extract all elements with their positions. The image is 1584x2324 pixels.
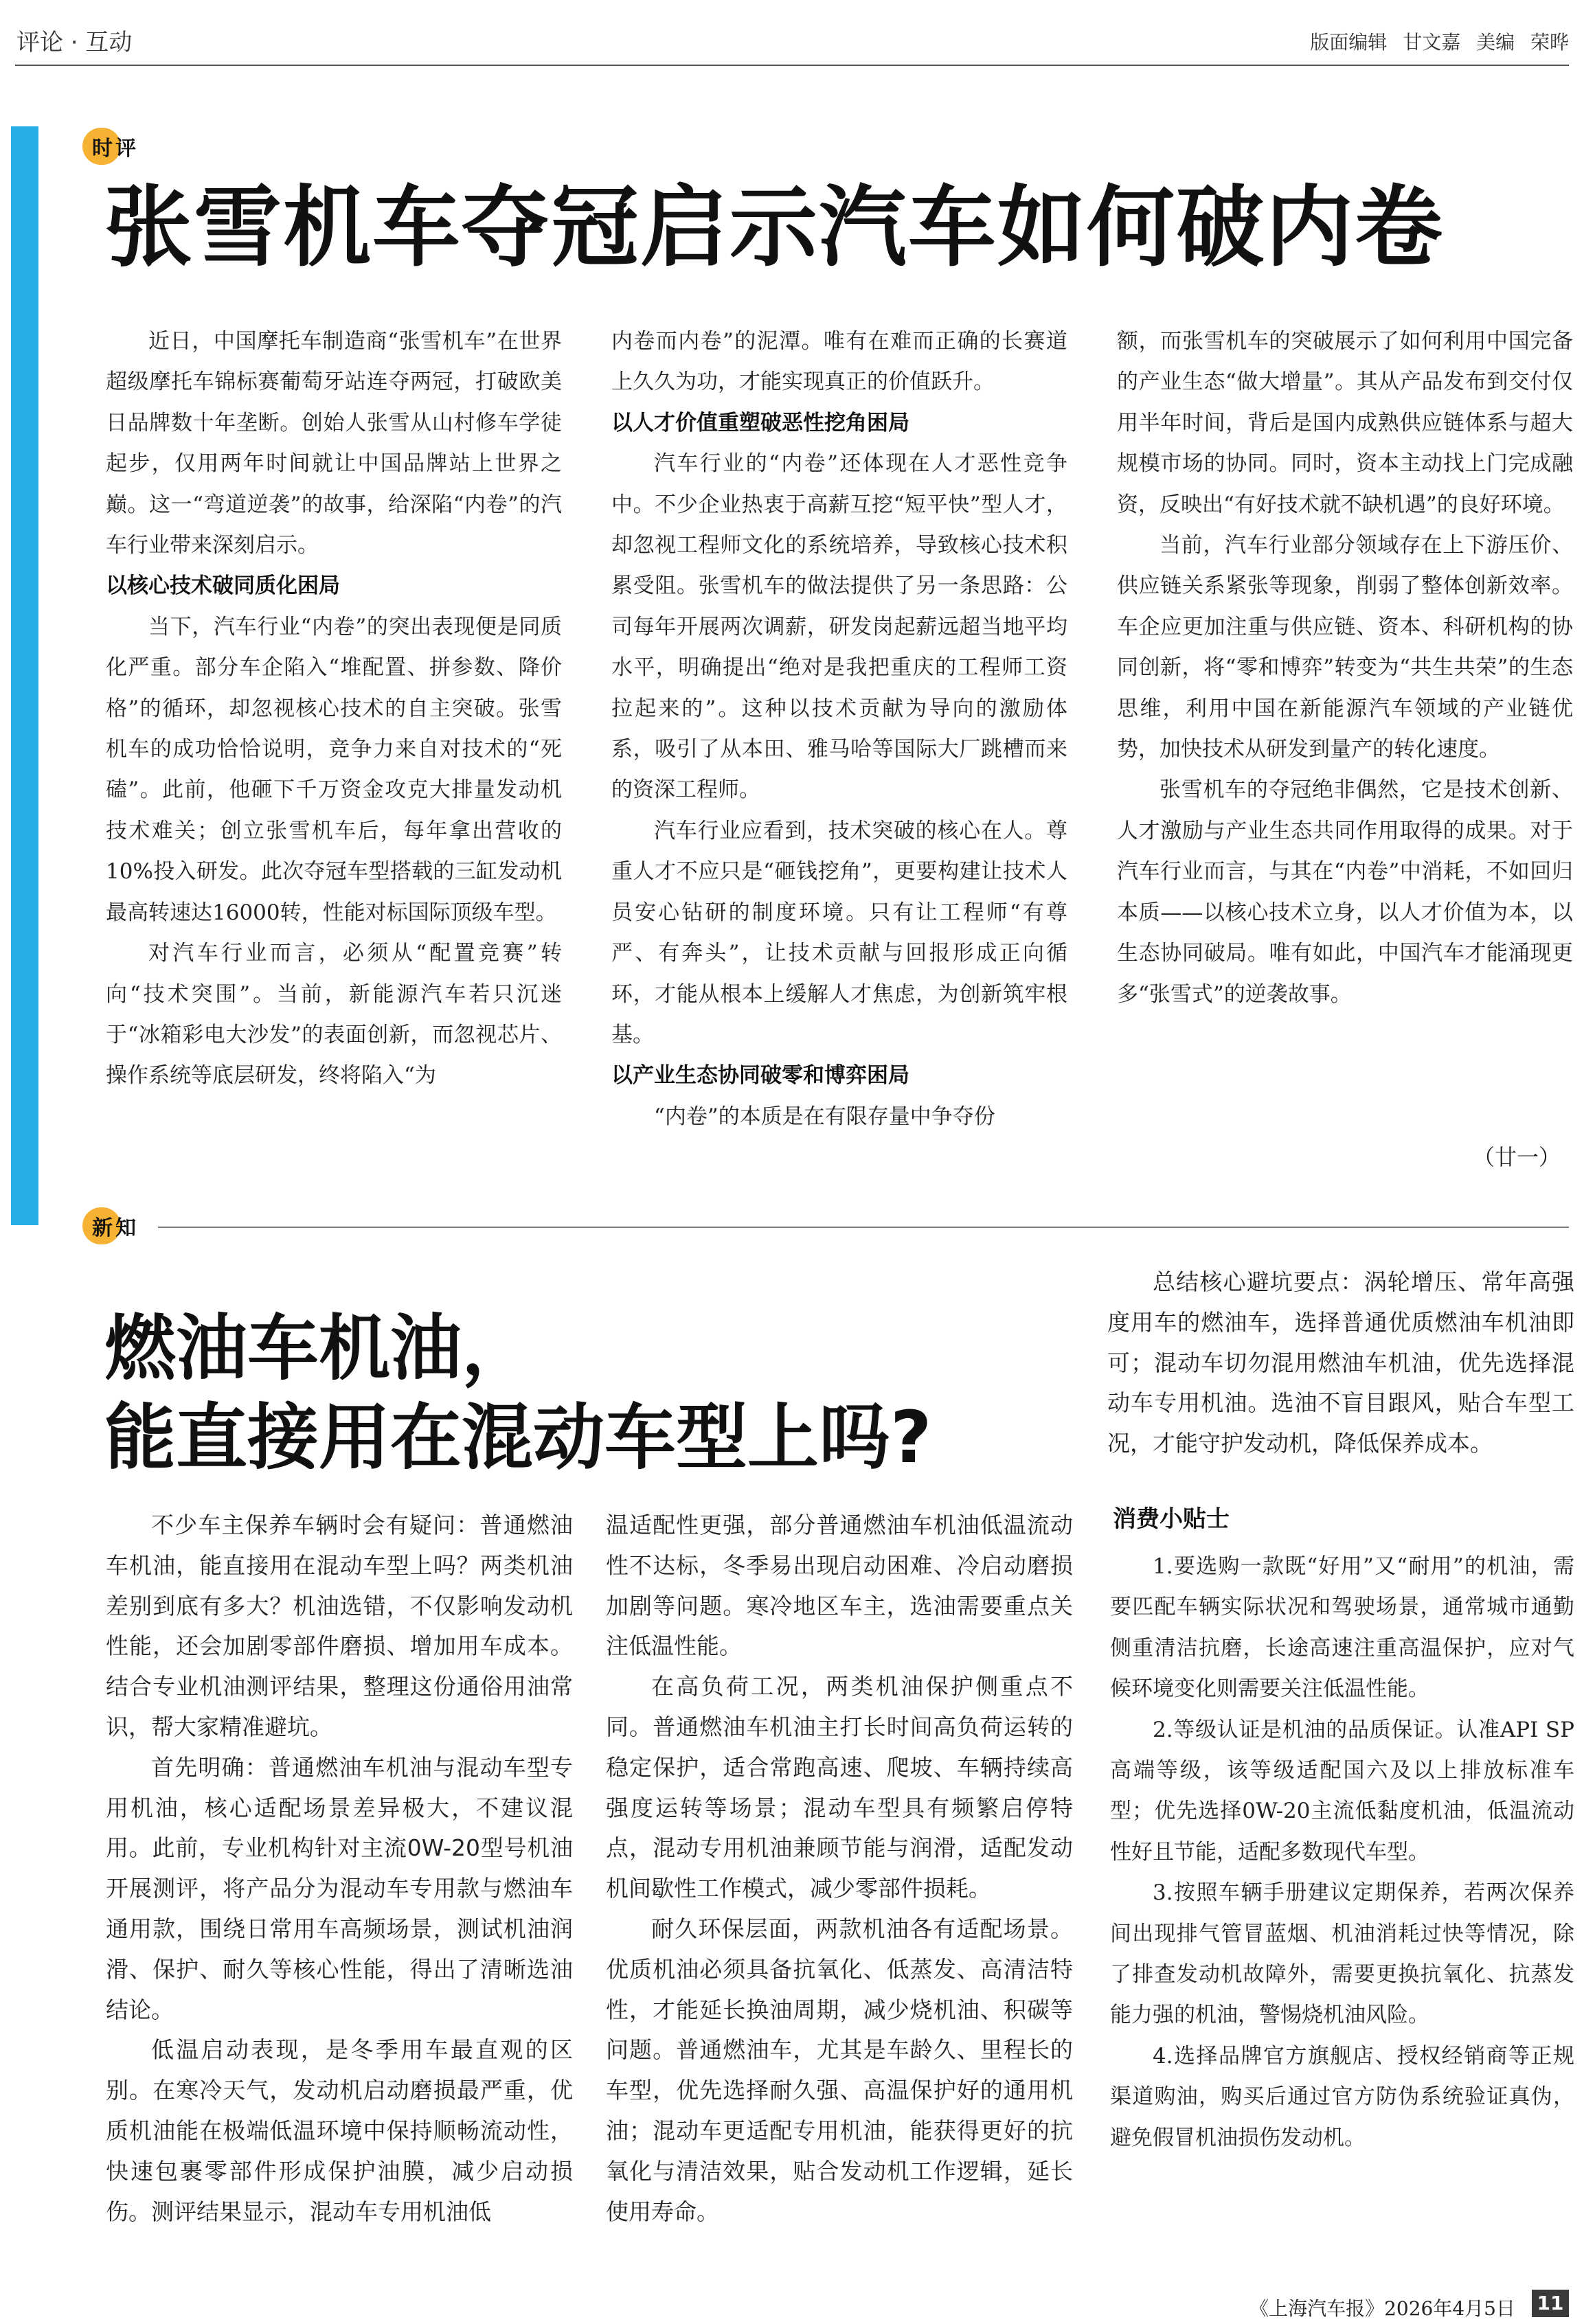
paragraph: 内卷而内卷”的泥潭。唯有在难而正确的长赛道上久久为功，才能实现真正的价值跃升。: [611, 329, 1067, 395]
tip-item: 4.选择品牌官方旗舰店、授权经销商等正规渠道购油，购买后通过官方防伪系统验证真伪，避免假冒机油损伤发动机。: [1110, 2043, 1574, 2150]
summary-text: 总结核心避坑要点：涡轮增压、常年高强度用车的燃油车，选择普通优质燃油车机油即可；混动车切勿混用燃油车机油，优先选择混动车专用机油。选油不盲目跟风，贴合车型工况，才能守护发动机，降低保养成本。: [1107, 1268, 1574, 1457]
editor-credits: 版面编辑 甘文嘉 美编 荣晔: [1310, 31, 1569, 54]
tag-label: 时评: [92, 137, 139, 161]
column-tag-commentary: [88, 128, 139, 165]
article1-column-3: [1117, 321, 1573, 1015]
paragraph: 额，而张雪机车的突破展示了如何利用中国完备的产业生态“做大增量”。其从产品发布到交付仅用半年时间，背后是国内成熟供应链体系与超大规模市场的协同。同时，资本主动找上门完成融资，反映出“有好技术就不缺机遇”的良好环境。: [1117, 329, 1573, 517]
paragraph: 汽车行业应看到，技术突破的核心在人。尊重人才不应只是“砸钱挖角”，更要构建让技术人员安心钻研的制度环境。只有让工程师“有尊严、有奔头”，让技术贡献与回报形成正向循环，才能从根本上缓解人才焦虑，为创新筑牢根基。: [611, 818, 1067, 1047]
article1-column-1: [106, 321, 562, 1097]
headline-2-line-1: 燃油车机油，: [104, 1306, 534, 1390]
tips-list: [1110, 1547, 1574, 2158]
paragraph: “内卷”的本质是在有限存量中争夺份: [654, 1104, 995, 1129]
accent-side-bar: [11, 126, 38, 1225]
paragraph: 不少车主保养车辆时会有疑问：普通燃油车机油，能直接用在混动车型上吗？两类机油差别到底有多大？机油选错，不仅影响发动机性能，还会加剧零部件磨损、增加用车成本。结合专业机油测评结果，整理这份通俗用油常识，帮大家精准避坑。: [106, 1512, 573, 1740]
page-number: 11: [1532, 2290, 1569, 2317]
subheading: 以产业生态协同破零和博弈困局: [611, 1063, 909, 1089]
newspaper-dateline: 《上海汽车报》2026年4月5日: [1249, 2297, 1515, 2320]
paragraph: 耐久环保层面，两款机油各有适配场景。优质机油必须具备抗氧化、低蒸发、高清洁特性，才能延长换油周期，减少烧机油、积碳等问题。普通燃油车，尤其是车龄久、里程长的车型，优先选择耐久强、高温保护好的通用机油；混动车更适配专用机油，能获得更好的抗氧化与清洁效果，贴合发动机工作逻辑，延长使用寿命。: [606, 1915, 1073, 2225]
paragraph: 近日，中国摩托车制造商“张雪机车”在世界超级摩托车锦标赛葡萄牙站连夺两冠，打破欧美日品牌数十年垄断。创始人张雪从山村修车学徒起步，仅用两年时间就让中国品牌站上世界之巅。这一“弯道逆袭”的故事，给深陷“内卷”的汽车行业带来深刻启示。: [106, 329, 562, 558]
author-signature: （廿一）: [1472, 1144, 1561, 1170]
paragraph: 温适配性更强，部分普通燃油车机油低温流动性不达标，冬季易出现启动困难、冷启动磨损加剧等问题。寒冷地区车主，选油需要重点关注低温性能。: [606, 1512, 1073, 1660]
paragraph: 在高负荷工况，两类机油保护侧重点不同。普通燃油车机油主打长时间高负荷运转的稳定保护，适合常跑高速、爬坡、车辆持续高强度运转等场景；混动车型具有频繁启停特点，混动专用机油兼顾节能与润滑，适配发动机间歇性工作模式，减少零部件损耗。: [606, 1673, 1073, 1902]
headline-2: [104, 1303, 931, 1482]
subheading: 以核心技术破同质化困局: [106, 573, 340, 599]
paragraph: 低温启动表现，是冬季用车最直观的区别。在寒冷天气，发动机启动磨损最严重，优质机油能在极端低温环境中保持顺畅流动性，快速包裹零部件形成保护油膜，减少启动损伤。测评结果显示，混动车专用机油低: [106, 2036, 573, 2225]
tag-label: 新知: [92, 1216, 139, 1240]
section-divider: [158, 1227, 1569, 1228]
tips-heading: 消费小贴士: [1113, 1505, 1230, 1533]
column-tag-new-knowledge: [88, 1207, 139, 1244]
tip-item: 3.按照车辆手册建议定期保养，若两次保养间出现排气管冒蓝烟、机油消耗过快等情况，除了排查发动机故障外，需要更换抗氧化、抗蒸发能力强的机油，警惕烧机油风险。: [1110, 1880, 1574, 2028]
article1-column-2: [611, 321, 1067, 1137]
tip-item: 2.等级认证是机油的品质保证。认准API SP高端等级，该等级适配国六及以上排放标准车型；优先选择0W-20主流低黏度机油，低温流动性好且节能，适配多数现代车型。: [1110, 1717, 1574, 1865]
paragraph: 张雪机车的夺冠绝非偶然，它是技术创新、人才激励与产业生态共同作用取得的成果。对于汽车行业而言，与其在“内卷”中消耗，不如回归本质——以核心技术立身，以人才价值为本，以生态协同破局。唯有如此，中国汽车才能涌现更多“张雪式”的逆袭故事。: [1117, 777, 1573, 1007]
header-divider: [15, 65, 1569, 66]
paragraph: 当下，汽车行业“内卷”的突出表现便是同质化严重。部分车企陷入“堆配置、拼参数、降价格”的循环，却忽视核心技术的自主突破。张雪机车的成功恰恰说明，竞争力来自对技术的“死磕”。此前，他砸下千万资金攻克大排量发动机技术难关；创立张雪机车后，每年拿出营收的10%投入研发。此次夺冠车型搭载的三缸发动机最高转速达16000转，性能对标国际顶级车型。: [106, 614, 562, 925]
section-name: 评论 · 互动: [16, 29, 133, 56]
tip-item: 1.要选购一款既“好用”又“耐用”的机油，需要匹配车辆实际状况和驾驶场景，通常城市通勤侧重清洁抗磨，长途高速注重高温保护，应对气候环境变化则需要关注低温性能。: [1110, 1554, 1574, 1702]
article2-column-2: [606, 1505, 1073, 2232]
paragraph: 首先明确：普通燃油车机油与混动车型专用机油，核心适配场景差异极大，不建议混用。此前，专业机构针对主流0W-20型号机油开展测评，将产品分为混动车专用款与燃油车通用款，围绕日常用车高频场景，测试机油润滑、保护、耐久等核心性能，得出了清晰选油结论。: [106, 1753, 573, 2023]
paragraph: 对汽车行业而言，必须从“配置竞赛”转向“技术突围”。当前，新能源汽车若只沉迷于“冰箱彩电大沙发”的表面创新，而忽视芯片、操作系统等底层研发，终将陷入“为: [106, 941, 562, 1089]
subheading: 以人才价值重塑破恶性挖角困局: [611, 410, 909, 435]
headline-1: 张雪机车夺冠启示汽车如何破内卷: [104, 176, 1445, 279]
paragraph: 汽车行业的“内卷”还体现在人才恶性竞争中。不少企业热衷于高薪互挖“短平快”型人才，却忽视工程师文化的系统培养，导致核心技术积累受阻。张雪机车的做法提供了另一条思路：公司每年开展两次调薪，研发岗起薪远超当地平均水平，明确提出“绝对是我把重庆的工程师工资拉起来的”。这种以技术贡献为导向的激励体系，吸引了从本田、雅马哈等国际大厂跳槽而来的资深工程师。: [611, 451, 1067, 803]
article2-column-1: [106, 1505, 573, 2232]
summary-box: [1107, 1262, 1574, 1464]
headline-2-line-2: 能直接用在混动车型上吗?: [104, 1395, 932, 1479]
paragraph: 当前，汽车行业部分领域存在上下游压价、供应链关系紧张等现象，削弱了整体创新效率。车企应更加注重与供应链、资本、科研机构的协同创新，将“零和博弈”转变为“共生共荣”的生态思维，利用中国在新能源汽车领域的产业链优势，加快技术从研发到量产的转化速度。: [1117, 533, 1573, 762]
